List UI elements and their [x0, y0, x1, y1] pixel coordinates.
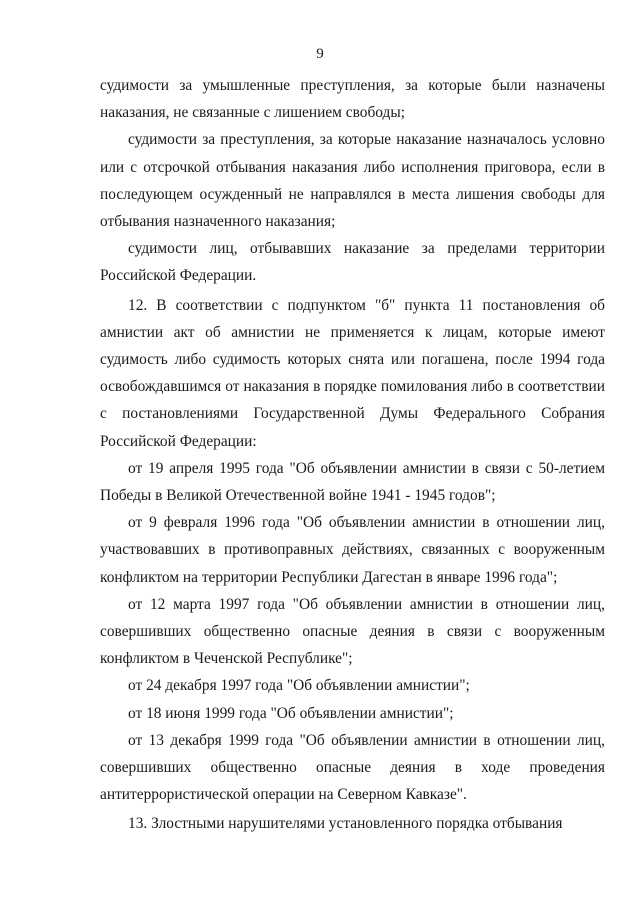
- paragraph-item-13: 13. Злостными нарушителями установленного порядка отбывания: [128, 815, 563, 833]
- list-item-amnesty-1999-december: от 13 декабря 1999 года "Об объявлении амнистии в отношении лиц, совершивших общественно опасные деяния в ходе проведения антитеррористической операции на Северном Кавказе".: [100, 731, 605, 804]
- list-item-amnesty-1997-december: от 24 декабря 1997 года "Об объявлении амнистии";: [128, 677, 470, 695]
- list-item-amnesty-1999-june: от 18 июня 1999 года "Об объявлении амнистии";: [128, 704, 454, 722]
- paragraph-conditional-sentences: судимости за преступления, за которые наказание назначалось условно или с отсрочкой отбывания наказания либо исполнения приговора, если в последующем осужденный не направлялся в места лишения свободы для отбывания назначенного наказания;: [100, 131, 605, 231]
- paragraph-outside-territory: судимости лиц, отбывавших наказание за пределами территории Российской Федерации.: [100, 240, 605, 285]
- list-item-amnesty-1997-march: от 12 марта 1997 года "Об объявлении амнистии в отношении лиц, совершивших общественно опасные деяния в связи с вооруженным конфликтом в Чеченской Республике";: [100, 595, 605, 668]
- document-body: [100, 72, 605, 838]
- list-item-amnesty-1995: от 19 апреля 1995 года "Об объявлении амнистии в связи с 50-летием Победы в Великой Отечественной войне 1941 - 1945 годов";: [100, 459, 605, 505]
- page-number: 9: [316, 46, 324, 62]
- paragraph-intentional-crimes: судимости за умышленные преступления, за которые были назначены наказания, не связанные с лишением свободы;: [100, 77, 605, 122]
- paragraph-item-12: 12. В соответствии с подпунктом "б" пункта 11 постановления об амнистии акт об амнистии не применяется к лицам, которые имеют судимость либо судимость которых снята или погашена, после 1994 года освобождавшимся от наказания в порядке помилования либо в соответствии с постановлениями Государственной Думы Федерального Собрания Российской Федерации:: [100, 296, 605, 450]
- list-item-amnesty-1996: от 9 февраля 1996 года "Об объявлении амнистии в отношении лиц, участвовавших в противоправных действиях, связанных с вооруженным конфликтом на территории Республики Дагестан в январе 1996 года";: [100, 514, 605, 586]
